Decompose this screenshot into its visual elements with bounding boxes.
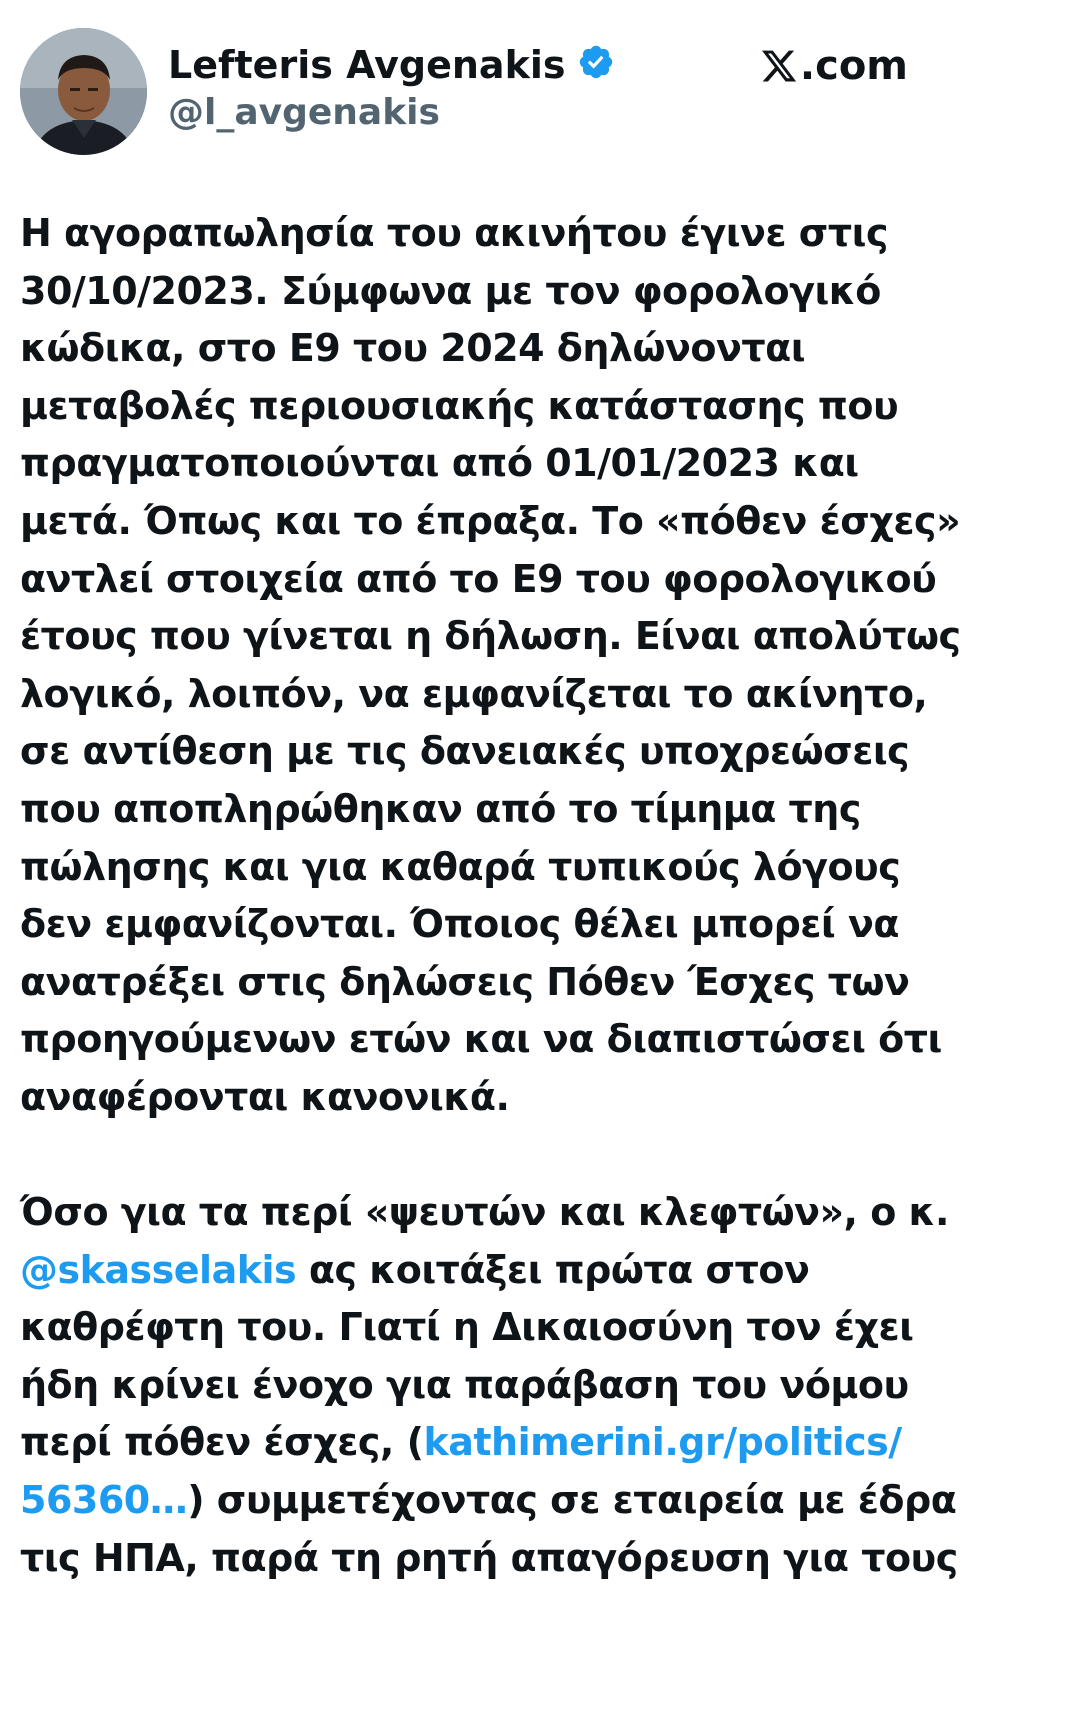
text-line: έτους που γίνεται η δήλωση. Είναι απολύτως [20, 614, 961, 659]
text-segment: περί πόθεν έσχες, ( [20, 1420, 424, 1465]
text-line: πραγματοποιούνται από 01/01/2023 και [20, 441, 859, 486]
x-logo-icon [760, 47, 798, 85]
text-line: πώλησης και για καθαρά τυπικούς λόγους [20, 844, 901, 889]
text-segment: ) συμμετέχοντας σε εταιρεία με έδρα [187, 1478, 957, 1523]
text-line: ανατρέξει στις δηλώσεις Πόθεν Έσχες των [20, 959, 910, 1004]
text-line [20, 1414, 980, 1472]
avatar[interactable] [20, 28, 147, 155]
text-line: αντλεί στοιχεία από το Ε9 του φορολογικού [20, 556, 937, 601]
text-line: δεν εμφανίζονται. Όποιος θέλει μπορεί να [20, 902, 899, 947]
tweet-paragraph-1 [20, 205, 980, 1127]
tweet-text [20, 205, 980, 1587]
text-line: καθρέφτη του. Γιατί η Δικαιοσύνη τον έχει [20, 1305, 914, 1350]
text-line: Η αγοραπωλησία του ακινήτου έγινε στις [20, 211, 888, 255]
text-line: που αποπληρώθηκαν από το τίμημα της [20, 786, 861, 831]
text-line: λογικό, λοιπόν, να εμφανίζεται το ακίνητο, [20, 671, 928, 716]
text-line: μετά. Όπως και το έπραξα. Το «πόθεν έσχες» [20, 498, 961, 543]
tweet-header [20, 28, 1020, 158]
mention-link[interactable]: @skasselakis [20, 1247, 297, 1292]
article-link[interactable]: kathimerini.gr/politics/ [423, 1420, 902, 1465]
text-line: ήδη κρίνει ένοχο για παράβαση του νόμου [20, 1362, 909, 1407]
text-line: κώδικα, στο Ε9 του 2024 δηλώνονται [20, 326, 806, 371]
text-line: προηγούμενων ετών και να διαπιστώσει ότι [20, 1017, 942, 1062]
text-line: μεταβολές περιουσιακής κατάστασης που [20, 383, 899, 428]
user-handle[interactable]: @l_avgenakis [168, 92, 440, 133]
site-label [760, 42, 908, 90]
paragraph-gap [20, 1127, 980, 1185]
author-info [168, 42, 615, 136]
article-link[interactable]: 56360… [20, 1478, 188, 1523]
avatar-image [20, 28, 147, 155]
text-line [20, 1242, 980, 1300]
site-domain: .com [799, 43, 908, 89]
tweet-paragraph-2 [20, 1184, 980, 1587]
display-name[interactable]: Lefteris Avgenakis [168, 43, 566, 87]
text-line [20, 1472, 980, 1530]
text-line: τις ΗΠΑ, παρά τη ρητή απαγόρευση για τους [20, 1535, 958, 1580]
text-segment: ας κοιτάξει πρώτα στον [296, 1247, 810, 1292]
text-line: σε αντίθεση με τις δανειακές υποχρεώσεις [20, 729, 910, 774]
text-line: αναφέρονται κανονικά. [20, 1074, 510, 1119]
verified-badge-icon [577, 43, 615, 81]
text-line: 30/10/2023. Σύμφωνα με τον φορολογικό [20, 268, 881, 313]
text-line: Όσο για τα περί «ψευτών και κλεφτών», ο κ. [20, 1190, 949, 1235]
